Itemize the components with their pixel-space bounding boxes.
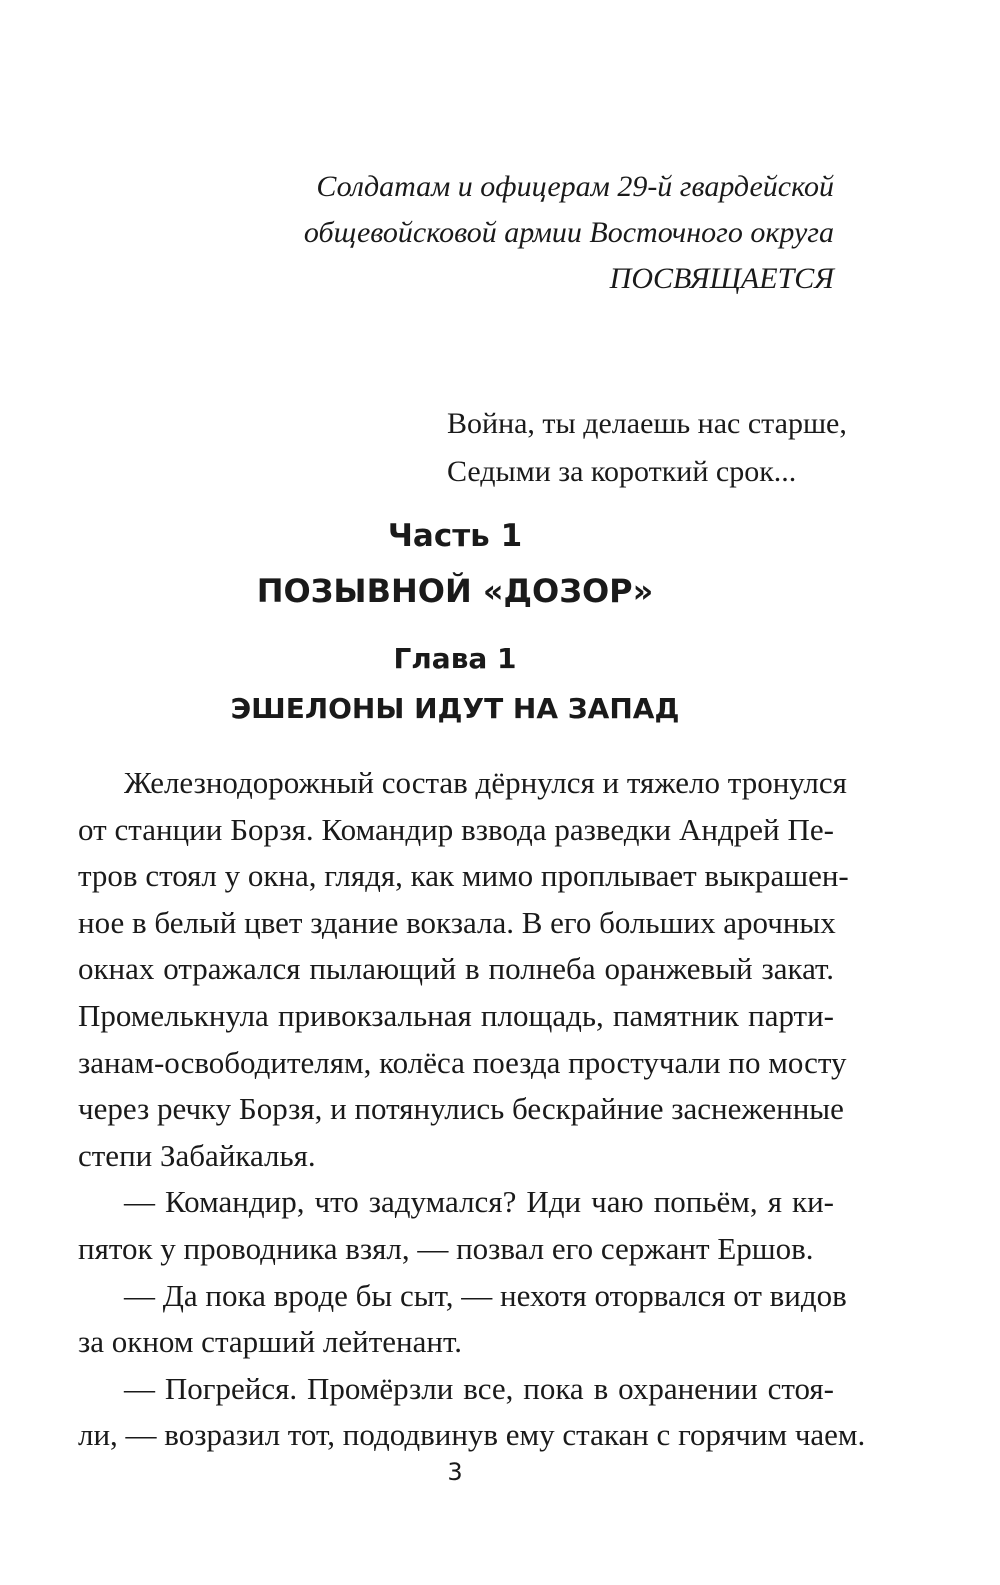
body-line: за окном старший лейтенант. bbox=[78, 1324, 462, 1360]
chapter-title: ЭШЕЛОНЫ ИДУТ НА ЗАПАД bbox=[230, 692, 680, 725]
body-line: окнах отражался пылающий в полнеба оранжевый закат. bbox=[78, 951, 834, 987]
body-line: ли, — возразил тот, пододвинув ему стакан с горячим чаем. bbox=[78, 1417, 866, 1453]
dedication-line: общевойсковой армии Восточного округа bbox=[303, 216, 834, 249]
part-number: Часть 1 bbox=[387, 518, 523, 554]
chapter-number: Глава 1 bbox=[393, 642, 517, 675]
dedication-line: Солдатам и офицерам 29-й гвардейской bbox=[316, 170, 834, 203]
epigraph-line: Война, ты делаешь нас старше, bbox=[447, 407, 847, 440]
body-line: Промелькнула привокзальная площадь, памятник парти- bbox=[78, 997, 834, 1033]
dedication-line: ПОСВЯЩАЕТСЯ bbox=[609, 262, 834, 295]
body-line: — Да пока вроде бы сыт, — нехотя оторвался от видов bbox=[124, 1277, 847, 1313]
body-line: пяток у проводника взял, — позвал его сержант Ершов. bbox=[78, 1230, 814, 1266]
epigraph-line: Седыми за короткий срок... bbox=[447, 455, 797, 488]
body-line: Железнодорожный состав дёрнулся и тяжело тронулся bbox=[124, 765, 847, 800]
body-text bbox=[78, 760, 866, 1459]
body-line: тров стоял у окна, глядя, как мимо проплывает выкрашен- bbox=[78, 858, 849, 894]
body-line: от станции Борзя. Командир взвода разведки Андрей Пе- bbox=[78, 811, 834, 847]
body-line: — Погрейся. Промёрзли все, пока в охранении стоя- bbox=[124, 1370, 834, 1406]
epigraph bbox=[447, 400, 847, 496]
part-title: ПОЗЫВНОЙ «ДОЗОР» bbox=[256, 572, 654, 610]
body-line: степи Забайкалья. bbox=[78, 1137, 316, 1173]
dedication bbox=[304, 164, 834, 302]
body-line: занам-освободителям, колёса поезда простучали по мосту bbox=[78, 1044, 847, 1080]
page-number: 3 bbox=[447, 1458, 463, 1486]
body-line: через речку Борзя, и потянулись бескрайние заснеженные bbox=[78, 1091, 844, 1127]
body-line: ное в белый цвет здание вокзала. В его больших арочных bbox=[78, 904, 836, 940]
body-line: — Командир, что задумался? Иди чаю попьём, я ки- bbox=[124, 1184, 834, 1220]
